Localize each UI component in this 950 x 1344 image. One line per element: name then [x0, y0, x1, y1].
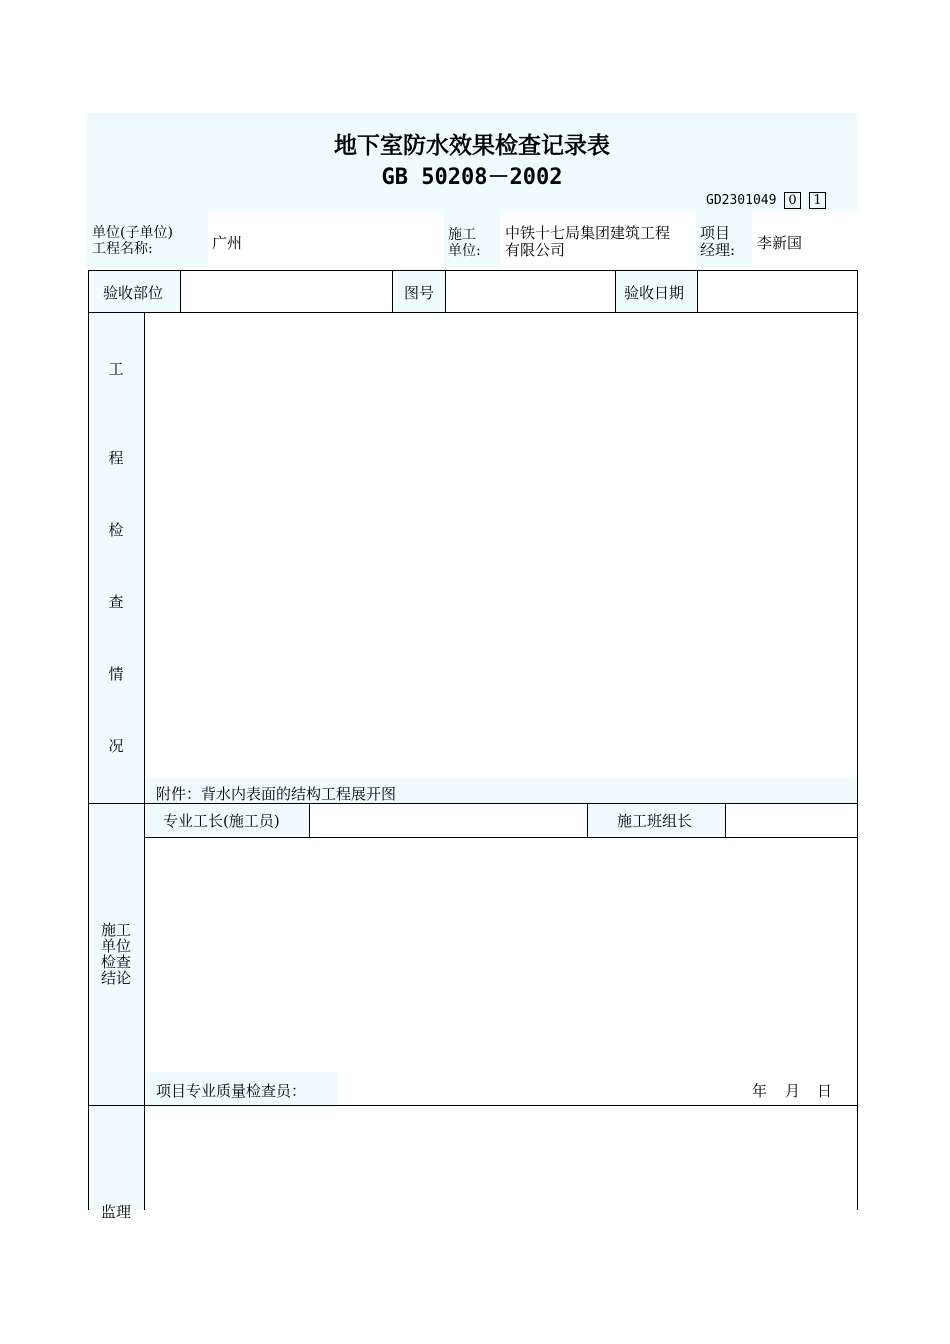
attachment-note: 附件：背水内表面的结构工程展开图: [156, 785, 397, 803]
inspector-label: 项目专业质量检查员：: [156, 1082, 307, 1100]
manager-label: [700, 225, 735, 259]
manager-value[interactable]: 李新国: [757, 234, 803, 252]
foreman-label: 专业工长(施工员): [163, 812, 280, 830]
conclusion-side-line-3: 检查: [100, 953, 131, 971]
drawing-value[interactable]: [446, 271, 615, 313]
conclusion-side-line-1: 施工: [100, 921, 131, 939]
table-border-left: [88, 270, 89, 1210]
construction-value-line2: 有限公司: [505, 241, 566, 259]
date-day: 日: [817, 1082, 833, 1100]
inspection-side-char-5: 情: [108, 665, 124, 683]
team-leader-value[interactable]: [726, 804, 857, 837]
conclusion-content-area[interactable]: [145, 838, 857, 1072]
table-border-right: [857, 270, 858, 1210]
date-label: 验收日期: [624, 283, 685, 302]
supervision-content-area[interactable]: [145, 1106, 857, 1210]
conclusion-divider-2: [587, 803, 588, 838]
row1-divider-4: [615, 270, 616, 313]
part-label: 验收部位: [103, 283, 164, 302]
unit-value-cell: [208, 211, 444, 267]
form-code-box-1[interactable]: 0: [784, 192, 801, 209]
unit-label: [92, 225, 173, 257]
form-code: GD2301049: [706, 193, 777, 208]
supervision-side-clip: [88, 1200, 144, 1221]
unit-label-line1: 单位(子单位): [92, 225, 173, 241]
row1-divider-2: [392, 270, 393, 313]
construction-value-line1: 中铁十七局集团建筑工程: [505, 224, 671, 242]
page-title: 地下室防水效果检查记录表: [334, 133, 610, 159]
construction-label-line2: 单位:: [448, 243, 481, 259]
construction-label: [448, 227, 481, 259]
conclusion-side-line-4: 结论: [100, 969, 131, 987]
inspection-side-char-2: 程: [108, 449, 124, 467]
foreman-value[interactable]: [310, 804, 587, 837]
team-leader-label: 施工班组长: [617, 812, 693, 830]
date-value[interactable]: [698, 271, 857, 313]
conclusion-side-line-2: 单位: [100, 937, 131, 955]
inspection-side-char-3: 检: [108, 521, 124, 539]
supervision-side-label: 监理: [101, 1203, 132, 1221]
manager-label-line1: 项目: [700, 224, 731, 242]
form-code-box-2[interactable]: 1: [809, 192, 826, 209]
inspection-side-char-4: 查: [108, 593, 124, 611]
unit-label-line2: 工程名称:: [92, 241, 153, 257]
conclusion-side-label: [96, 922, 136, 986]
inspection-side-char-6: 况: [108, 737, 124, 755]
date-year: 年: [752, 1082, 768, 1100]
manager-label-line2: 经理:: [700, 241, 736, 259]
part-value[interactable]: [181, 271, 392, 313]
unit-value[interactable]: 广州: [212, 234, 243, 252]
construction-label-line1: 施工: [448, 227, 476, 243]
construction-value[interactable]: [505, 225, 670, 259]
standard-code: GB 50208－2002: [381, 165, 563, 190]
drawing-label: 图号: [404, 283, 435, 302]
inspection-content-area[interactable]: [145, 313, 857, 778]
date-month: 月: [785, 1082, 801, 1100]
inspection-side-char-1: 工: [108, 360, 124, 378]
